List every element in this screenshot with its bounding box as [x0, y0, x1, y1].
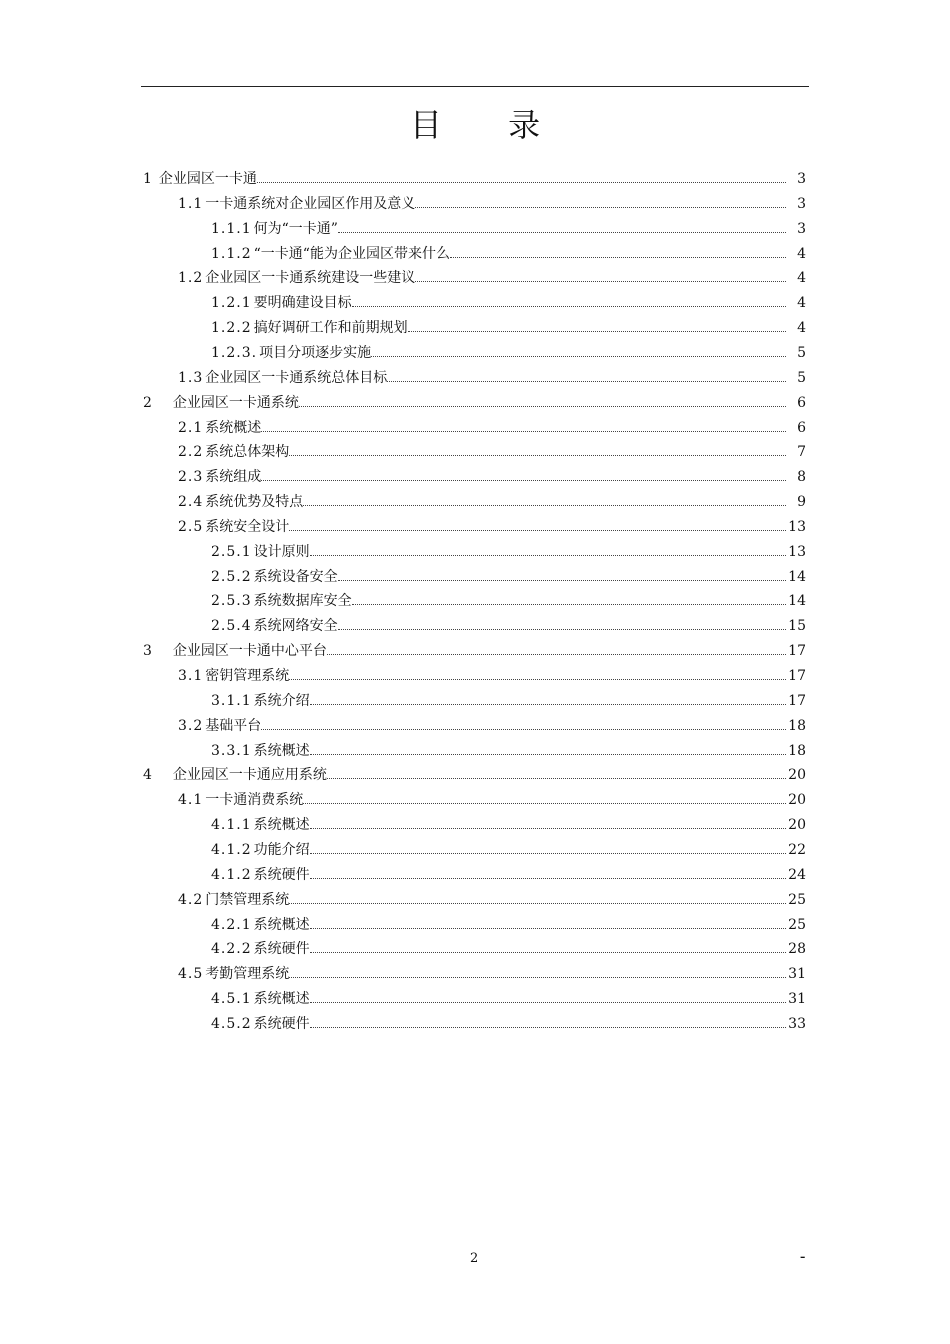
entry-page: 25: [788, 892, 806, 908]
dot-leader: [387, 381, 786, 382]
entry-page: 4: [797, 320, 806, 336]
entry-number: 2.5: [178, 519, 204, 535]
entry-page: 4: [797, 246, 806, 262]
entry-number: 4.5.1: [211, 991, 252, 1007]
entry-text: 设计原则: [253, 544, 310, 560]
entry-number: 2: [143, 395, 153, 411]
dot-leader: [415, 281, 786, 282]
dot-leader: [303, 803, 786, 804]
entry-text: 企业园区一卡通系统总体目标: [205, 370, 388, 386]
entry-page: 3: [797, 196, 806, 212]
entry-number: 4.2: [178, 892, 204, 908]
toc-entry-1-1[interactable]: [178, 194, 806, 219]
dot-leader: [310, 704, 786, 705]
entry-text: 基础平台: [205, 718, 262, 734]
toc-entry-1-2[interactable]: [178, 268, 806, 293]
entry-page: 31: [788, 991, 806, 1007]
entry-text: 系统概述: [205, 420, 262, 436]
dot-leader: [303, 505, 786, 506]
toc-entry-2-2[interactable]: [178, 442, 806, 467]
dot-leader: [299, 406, 786, 407]
entry-number: 4.1.2: [211, 842, 252, 858]
entry-text: 系统概述: [253, 991, 310, 1007]
entry-text: 何为“一卡通”: [253, 221, 338, 237]
entry-text: 企业园区一卡通系统建设一些建议: [205, 270, 416, 286]
dot-leader: [310, 555, 786, 556]
entry-page: 17: [788, 643, 806, 659]
toc-entry-4-1-2a[interactable]: [211, 840, 806, 865]
entry-number: 3.2: [178, 718, 204, 734]
entry-page: 6: [797, 395, 806, 411]
dot-leader: [310, 853, 786, 854]
entry-number: 1.1: [178, 196, 204, 212]
entry-text: 考勤管理系统: [205, 966, 290, 982]
entry-text: 一卡通系统对企业园区作用及意义: [205, 196, 416, 212]
dot-leader: [408, 331, 786, 332]
entry-page: 17: [788, 668, 806, 684]
entry-number: 4: [143, 767, 153, 783]
entry-number: 4.5.2: [211, 1016, 252, 1032]
entry-number: 4.2.1: [211, 917, 252, 933]
dot-leader: [289, 977, 786, 978]
dot-leader: [352, 306, 786, 307]
entry-text: 系统概述: [253, 743, 310, 759]
entry-page: 4: [797, 295, 806, 311]
toc-entry-2-5-3[interactable]: [211, 591, 806, 616]
toc-entry-3-3-1[interactable]: [211, 741, 806, 766]
entry-page: 24: [788, 867, 806, 883]
entry-number: 2.3: [178, 469, 204, 485]
entry-number: 3.1.1: [211, 693, 252, 709]
entry-page: 17: [788, 693, 806, 709]
entry-page: 5: [797, 345, 806, 361]
entry-number: 1: [143, 171, 153, 187]
dot-leader: [327, 654, 786, 655]
entry-number: 1.2.1: [211, 295, 252, 311]
entry-text: 企业园区一卡通系统: [172, 395, 299, 411]
entry-page: 18: [788, 743, 806, 759]
entry-page: 5: [797, 370, 806, 386]
entry-text: 功能介绍: [253, 842, 310, 858]
entry-page: 31: [788, 966, 806, 982]
entry-text: 系统设备安全: [253, 569, 338, 585]
toc-entry-4-5[interactable]: [178, 964, 806, 989]
toc-entry-2[interactable]: [143, 393, 806, 418]
entry-page: 6: [797, 420, 806, 436]
toc-entry-4[interactable]: [143, 765, 806, 790]
entry-number: 2.5.1: [211, 544, 252, 560]
footer-mark: -: [800, 1248, 806, 1265]
dot-leader: [310, 1027, 786, 1028]
entry-text: 企业园区一卡通: [158, 171, 257, 187]
dot-leader: [450, 257, 786, 258]
dot-leader: [257, 182, 786, 183]
entry-text: 企业园区一卡通应用系统: [172, 767, 327, 783]
entry-number: 4.2.2: [211, 941, 252, 957]
toc-entry-2-3[interactable]: [178, 467, 806, 492]
dot-leader: [261, 480, 786, 481]
dot-leader: [371, 356, 786, 357]
entry-page: 22: [788, 842, 806, 858]
entry-text: 企业园区一卡通中心平台: [172, 643, 327, 659]
entry-text: 系统硬件: [253, 867, 310, 883]
entry-text: 要明确建设目标: [253, 295, 352, 311]
toc-entry-3-1[interactable]: [178, 666, 806, 691]
entry-page: 3: [797, 171, 806, 187]
entry-text: 系统安全设计: [205, 519, 290, 535]
toc-entry-4-1-2b[interactable]: [211, 865, 806, 890]
entry-page: 18: [788, 718, 806, 734]
entry-page: 14: [788, 593, 806, 609]
toc-entry-1-3[interactable]: [178, 368, 806, 393]
dot-leader: [289, 455, 786, 456]
dot-leader: [310, 828, 786, 829]
dot-leader: [338, 580, 786, 581]
entry-number: 2.5.3: [211, 593, 252, 609]
entry-page: 14: [788, 569, 806, 585]
dot-leader: [338, 629, 786, 630]
dot-leader: [310, 754, 786, 755]
entry-page: 3: [797, 221, 806, 237]
entry-text: 系统网络安全: [253, 618, 338, 634]
dot-leader: [289, 679, 786, 680]
toc-entry-2-4[interactable]: [178, 492, 806, 517]
entry-page: 20: [788, 817, 806, 833]
toc-entry-4-1-1[interactable]: [211, 815, 806, 840]
entry-text: 密钥管理系统: [205, 668, 290, 684]
entry-text: 系统概述: [253, 817, 310, 833]
entry-number: 1.2.2: [211, 320, 252, 336]
entry-number: 1.1.1: [211, 221, 252, 237]
entry-number: 2.4: [178, 494, 204, 510]
toc-entry-1[interactable]: [143, 169, 806, 194]
entry-page: 4: [797, 270, 806, 286]
dot-leader: [338, 232, 786, 233]
dot-leader: [415, 207, 786, 208]
toc-entry-1-2-2[interactable]: [211, 318, 806, 343]
toc-entry-3-2[interactable]: [178, 716, 806, 741]
entry-page: 25: [788, 917, 806, 933]
entry-number: 2.2: [178, 444, 204, 460]
entry-page: 15: [788, 618, 806, 634]
entry-text: 系统组成: [205, 469, 262, 485]
dot-leader: [310, 1002, 786, 1003]
entry-text: “一卡通“能为企业园区带来什么: [253, 246, 450, 262]
entry-number: 4.1: [178, 792, 204, 808]
entry-page: 13: [788, 519, 806, 535]
toc-entry-3[interactable]: [143, 641, 806, 666]
toc-entry-4-5-1[interactable]: [211, 989, 806, 1014]
entry-text: 系统数据库安全: [253, 593, 352, 609]
entry-page: 7: [797, 444, 806, 460]
toc-entry-1-2-1[interactable]: [211, 293, 806, 318]
toc-entry-2-5[interactable]: [178, 517, 806, 542]
dot-leader: [261, 729, 786, 730]
entry-number: 2.5.2: [211, 569, 252, 585]
entry-page: 8: [797, 469, 806, 485]
entry-text: 搞好调研工作和前期规划: [253, 320, 408, 336]
entry-number: 4.5: [178, 966, 204, 982]
entry-text: 系统概述: [253, 917, 310, 933]
dot-leader: [289, 530, 786, 531]
toc-entry-4-5-2[interactable]: [211, 1014, 806, 1039]
dot-leader: [310, 928, 786, 929]
entry-text: 一卡通消费系统: [205, 792, 304, 808]
entry-text: 系统介绍: [253, 693, 310, 709]
entry-number: 2.1: [178, 420, 204, 436]
toc-entry-1-1-2[interactable]: [211, 244, 806, 269]
toc-title: 目 录: [409, 106, 569, 144]
footer-page-number: 2: [470, 1251, 479, 1266]
dot-leader: [310, 952, 786, 953]
dot-leader: [352, 604, 786, 605]
entry-text: 系统硬件: [253, 941, 310, 957]
entry-number: 1.3: [178, 370, 204, 386]
dot-leader: [327, 778, 786, 779]
toc-entry-1-1-1[interactable]: [211, 219, 806, 244]
entry-page: 13: [788, 544, 806, 560]
entry-number: 4.1.2: [211, 867, 252, 883]
entry-text: 门禁管理系统: [205, 892, 290, 908]
entry-text: 系统硬件: [253, 1016, 310, 1032]
entry-number: 4.1.1: [211, 817, 252, 833]
entry-number: 3: [143, 643, 153, 659]
entry-page: 28: [788, 941, 806, 957]
entry-text: 项目分项逐步实施: [259, 345, 372, 361]
toc-entry-3-1-1[interactable]: [211, 691, 806, 716]
entry-number: 3.1: [178, 668, 204, 684]
entry-page: 20: [788, 792, 806, 808]
toc-entry-2-5-4[interactable]: [211, 616, 806, 641]
dot-leader: [310, 878, 786, 879]
entry-page: 20: [788, 767, 806, 783]
entry-text: 系统总体架构: [205, 444, 290, 460]
entry-number: 2.5.4: [211, 618, 252, 634]
entry-text: 系统优势及特点: [205, 494, 304, 510]
toc-entry-1-2-3[interactable]: [211, 343, 806, 368]
toc-entry-4-2-2[interactable]: [211, 939, 806, 964]
entry-number: 1.2.3.: [211, 345, 258, 361]
toc-entry-2-5-1[interactable]: [211, 542, 806, 567]
entry-number: 1.2: [178, 270, 204, 286]
toc-entry-4-2[interactable]: [178, 890, 806, 915]
toc-entry-2-5-2[interactable]: [211, 567, 806, 592]
dot-leader: [289, 903, 786, 904]
entry-page: 9: [797, 494, 806, 510]
entry-number: 3.3.1: [211, 743, 252, 759]
entry-number: 1.1.2: [211, 246, 252, 262]
toc-entry-4-1[interactable]: [178, 790, 806, 815]
dot-leader: [261, 431, 786, 432]
toc-entry-2-1[interactable]: [178, 418, 806, 443]
entry-page: 33: [788, 1016, 806, 1032]
toc-entry-4-2-1[interactable]: [211, 915, 806, 940]
